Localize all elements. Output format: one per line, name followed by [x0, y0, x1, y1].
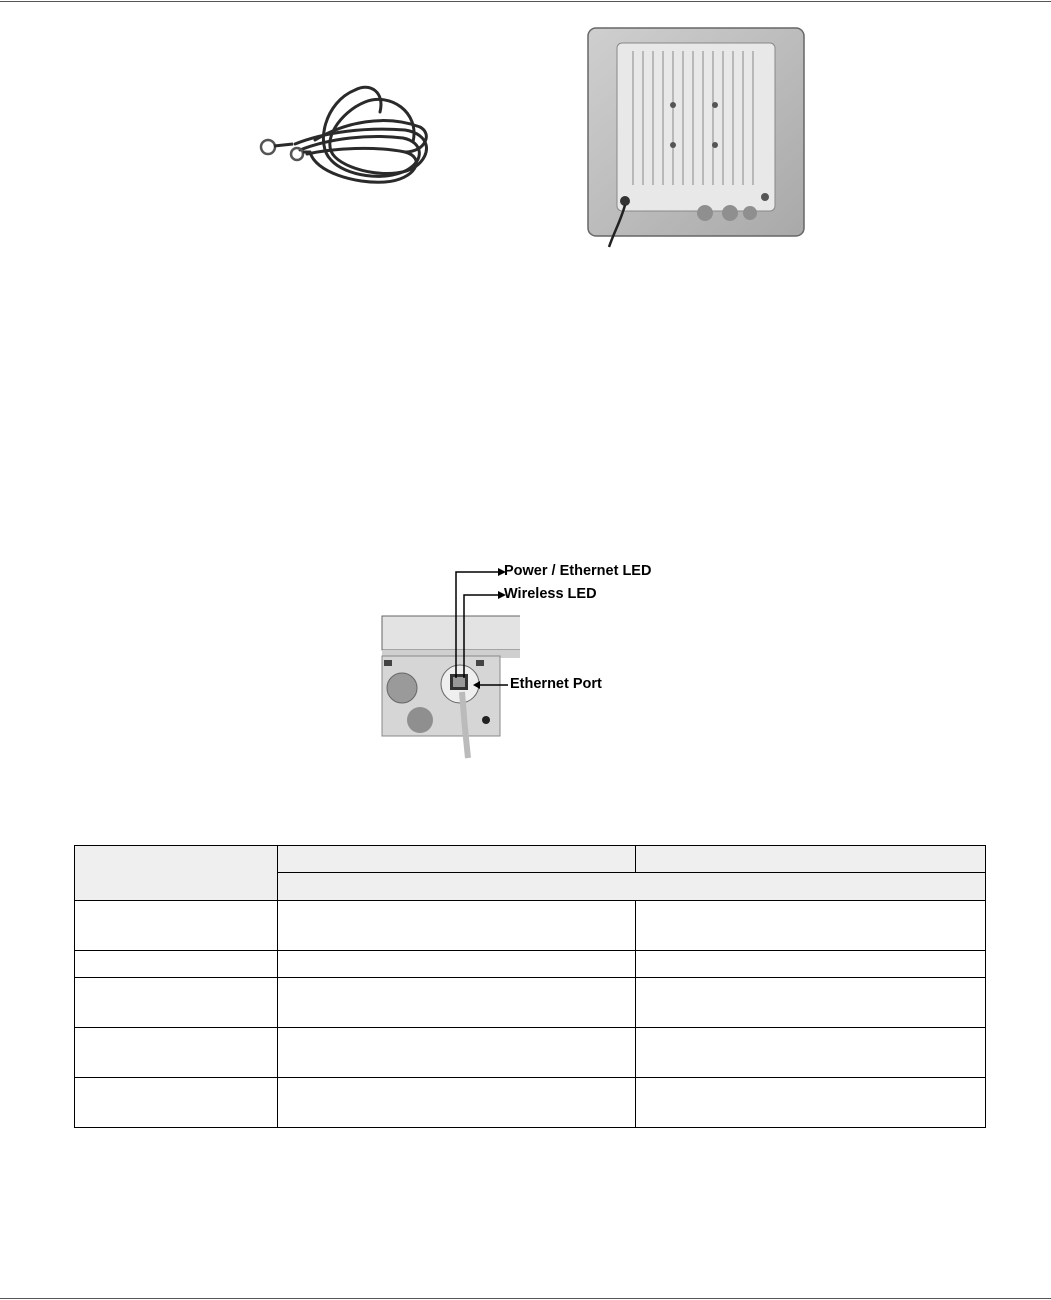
table-cell [75, 951, 278, 978]
table-cell [75, 1028, 278, 1078]
table-cell [636, 1078, 986, 1128]
table-cell [278, 1078, 636, 1128]
top-rule [0, 1, 1051, 2]
table-cell [75, 1078, 278, 1128]
table-row [75, 978, 986, 1028]
table-header-cell [75, 846, 278, 901]
table-row [75, 901, 986, 951]
table-header-cell [278, 873, 986, 901]
ethernet-port-label: Ethernet Port [510, 676, 602, 692]
table-cell [278, 978, 636, 1028]
table-row [75, 1028, 986, 1078]
table-row [75, 951, 986, 978]
wireless-led-label: Wireless LED [504, 586, 597, 602]
outdoor-unit-back-image [585, 25, 810, 250]
table-cell [75, 978, 278, 1028]
table-cell [636, 978, 986, 1028]
table-cell [278, 901, 636, 951]
led-status-table [74, 845, 986, 1128]
table-header-cell [278, 846, 636, 873]
grounding-cable-image [255, 72, 435, 192]
callout-arrows [380, 560, 510, 760]
table-header-cell [636, 846, 986, 873]
table-cell [75, 901, 278, 951]
table-row [75, 1078, 986, 1128]
table-header-row [75, 846, 986, 873]
table-cell [636, 901, 986, 951]
table-cell [636, 951, 986, 978]
table-cell [278, 1028, 636, 1078]
bottom-rule [0, 1298, 1051, 1299]
power-ethernet-led-label: Power / Ethernet LED [504, 563, 652, 579]
table-cell [636, 1028, 986, 1078]
table-cell [278, 951, 636, 978]
